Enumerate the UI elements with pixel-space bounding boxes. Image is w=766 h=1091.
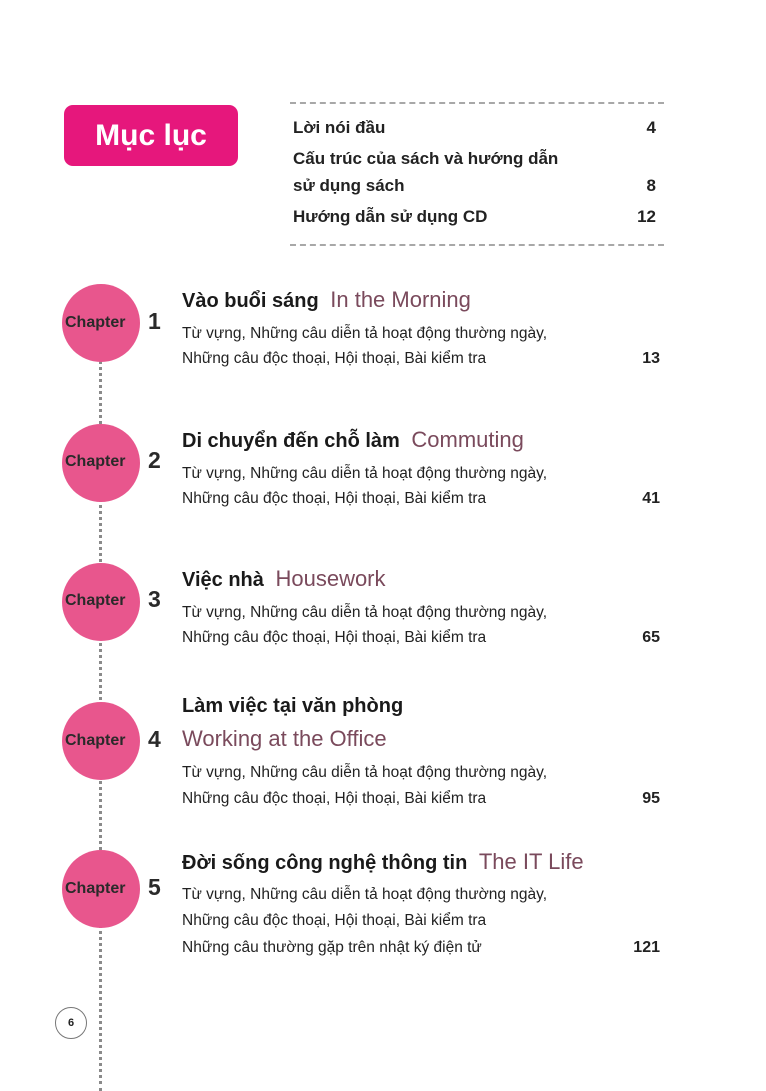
chapter-title-en: Working at the Office [182,726,387,751]
chapter-title-en: In the Morning [330,287,471,312]
front-matter-label: Lời nói đầu [293,118,386,137]
chapter-title-vi: Việc nhà [182,569,264,591]
chapter-desc-line: Từ vựng, Những câu diễn tả hoạt động thường ngày, [182,886,548,903]
chapter-page: 65 [642,629,660,646]
front-matter-label: Cấu trúc của sách và hướng dẫn [293,149,559,168]
chapter-desc-line: Từ vựng, Những câu diễn tả hoạt động thường ngày, [182,325,548,342]
front-matter-page: 12 [637,207,656,226]
chapter-desc-line: Những câu độc thoại, Hội thoại, Bài kiểm tra [182,490,487,507]
chapter-page: 13 [642,350,660,367]
chapter-word: Chapter [65,880,126,897]
chapter-page: 121 [633,939,660,956]
chapter-number: 5 [148,874,161,900]
toc-title-badge [64,105,238,166]
chapter-title-en: The IT Life [478,849,584,874]
chapter-title-en: Commuting [411,427,524,452]
chapter-desc-line: Những câu thường gặp trên nhật ký điện tử [182,939,482,956]
chapter-word: Chapter [65,453,126,470]
chapter-page: 41 [642,490,660,507]
front-matter-list [290,102,664,246]
chapter-number: 1 [148,308,161,334]
chapter-title-vi: Đời sống công nghệ thông tin [182,852,468,874]
chapter-title-vi: Vào buổi sáng [182,290,319,312]
chapter-desc-line: Những câu độc thoại, Hội thoại, Bài kiểm tra [182,912,487,929]
chapter-title-vi: Di chuyển đến chỗ làm [182,430,400,452]
chapter-word: Chapter [65,314,126,331]
chapter-page: 95 [642,790,660,807]
front-matter-page: 4 [646,118,656,137]
chapter-title-vi: Làm việc tại văn phòng [182,695,404,717]
front-matter-page: 8 [646,176,656,195]
front-matter-label: Hướng dẫn sử dụng CD [293,207,488,226]
chapter-title-en: Housework [275,566,386,591]
chapter-desc-line: Từ vựng, Những câu diễn tả hoạt động thường ngày, [182,465,548,482]
toc-title: Mục lục [95,118,207,152]
chapter-title [182,427,524,453]
chapter-number: 2 [148,447,161,473]
chapter-title [182,849,584,875]
front-matter-label: sử dụng sách [293,176,405,195]
chapter-number: 3 [148,586,161,612]
chapter-word: Chapter [65,592,126,609]
chapter-desc-line: Từ vựng, Những câu diễn tả hoạt động thường ngày, [182,604,548,621]
chapter-desc-line: Những câu độc thoại, Hội thoại, Bài kiểm tra [182,350,487,367]
chapter-title [182,566,386,592]
page-number: 6 [55,1007,87,1039]
chapter-number: 4 [148,726,161,752]
chapter-desc-line: Những câu độc thoại, Hội thoại, Bài kiểm tra [182,790,487,807]
chapter-desc-line: Từ vựng, Những câu diễn tả hoạt động thường ngày, [182,764,548,781]
chapter-word: Chapter [65,732,126,749]
chapter-desc-line: Những câu độc thoại, Hội thoại, Bài kiểm tra [182,629,487,646]
chapter-title [182,287,471,313]
